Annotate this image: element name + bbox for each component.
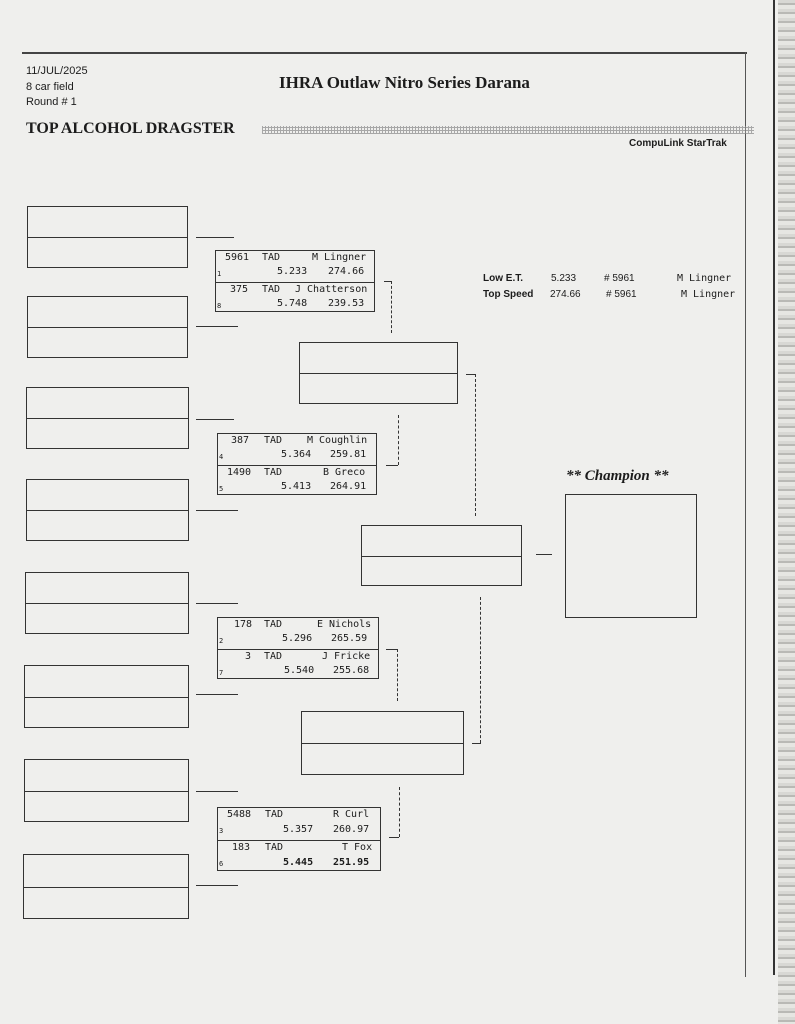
seed-number: 1 [217,270,222,278]
record-driver: M Lingner [681,289,736,300]
seed-number: 4 [219,453,224,461]
record-label: Top Speed [483,289,534,300]
connector-line [475,374,476,516]
champion-label: ** Champion ** [566,468,669,484]
racer-row [218,649,378,680]
bracket-slot [26,479,189,541]
matchup-box [217,617,379,679]
connector-line [196,791,238,792]
seed-number: 8 [217,302,222,310]
class-code: TAD [264,435,283,446]
bracket-slot [301,711,464,775]
vendor-label: CompuLink StarTrak [629,138,727,149]
record-label: Low E.T. [483,273,523,284]
event-date: 11/JUL/2025 [26,65,88,77]
connector-line [480,597,481,743]
class-code: TAD [265,842,284,853]
field-size: 8 car field [26,81,74,93]
header-rule [22,52,747,54]
record-value: 5.233 [551,273,577,284]
elapsed-time: 5.748 [277,298,308,309]
connector-line [196,237,234,238]
seed-number: 7 [219,669,224,677]
bracket-slot [24,665,189,728]
class-title: TOP ALCOHOL DRAGSTER [26,120,235,137]
connector-line [196,326,238,327]
speed: 265.59 [331,633,368,644]
elapsed-time: 5.233 [277,266,308,277]
connector-line [196,694,238,695]
elapsed-time: 5.445 [283,857,314,868]
racer-row [218,840,380,871]
bracket-slot [25,572,189,634]
champion-box [565,494,697,618]
driver-name: J Chatterson [295,284,368,295]
bracket-slot [27,206,188,268]
bracket-slot [299,342,458,404]
matchup-box [217,807,381,871]
connector-line [399,787,400,837]
round-number: Round # 1 [26,96,77,108]
bracket-slot [23,854,189,919]
elapsed-time: 5.540 [284,665,315,676]
connector-line [472,743,481,744]
class-code: TAD [262,284,281,295]
driver-name: B Greco [323,467,366,478]
matchup-box [217,433,377,495]
car-number: 183 [232,842,251,853]
connector-line [196,419,234,420]
speed: 274.66 [328,266,365,277]
seed-number: 3 [219,827,224,835]
car-number: 1490 [227,467,252,478]
bracket-slot [24,759,189,822]
driver-name: M Lingner [312,252,367,263]
matchup-box [215,250,375,312]
racer-row [218,434,376,464]
page-title: IHRA Outlaw Nitro Series Darana [279,73,530,92]
connector-line [196,885,238,886]
elapsed-time: 5.296 [282,633,313,644]
racer-row [218,808,380,838]
driver-name: T Fox [342,842,373,853]
record-driver: M Lingner [677,273,732,284]
speed: 255.68 [333,665,370,676]
connector-line [536,554,552,555]
record-car: # 5961 [606,289,637,300]
racer-row [216,251,374,281]
bracket-slot [26,387,189,449]
connector-line [386,465,398,466]
record-car: # 5961 [604,273,635,284]
paper-edge [778,0,795,1024]
class-code: TAD [262,252,281,263]
car-number: 375 [230,284,249,295]
car-number: 387 [231,435,250,446]
car-number: 178 [234,619,253,630]
seed-number: 5 [219,485,224,493]
right-margin-rule [745,52,746,977]
seed-number: 6 [219,860,224,868]
driver-name: M Coughlin [307,435,368,446]
right-border-rule [773,0,775,975]
connector-line [196,603,238,604]
racer-row [216,282,374,313]
connector-line [397,649,398,701]
speed: 239.53 [328,298,365,309]
connector-line [196,510,238,511]
racer-row [218,465,376,496]
racer-row [218,618,378,648]
driver-name: J Fricke [322,651,371,662]
car-number: 3 [245,651,252,662]
class-code: TAD [264,619,283,630]
class-code: TAD [264,651,283,662]
class-code: TAD [265,809,284,820]
seed-number: 2 [219,637,224,645]
connector-line [389,837,399,838]
bracket-slot [27,296,188,358]
record-value: 274.66 [550,289,581,300]
car-number: 5488 [227,809,252,820]
driver-name: E Nichols [317,619,372,630]
speed: 264.91 [330,481,367,492]
speed: 251.95 [333,857,370,868]
bracket-slot [361,525,522,586]
connector-line [398,415,399,465]
class-code: TAD [264,467,283,478]
speed: 260.97 [333,824,370,835]
speed: 259.81 [330,449,367,460]
connector-line [391,281,392,333]
elapsed-time: 5.357 [283,824,314,835]
driver-name: R Curl [333,809,370,820]
elapsed-time: 5.413 [281,481,312,492]
elapsed-time: 5.364 [281,449,312,460]
title-hatch-bar [262,126,754,134]
car-number: 5961 [225,252,250,263]
